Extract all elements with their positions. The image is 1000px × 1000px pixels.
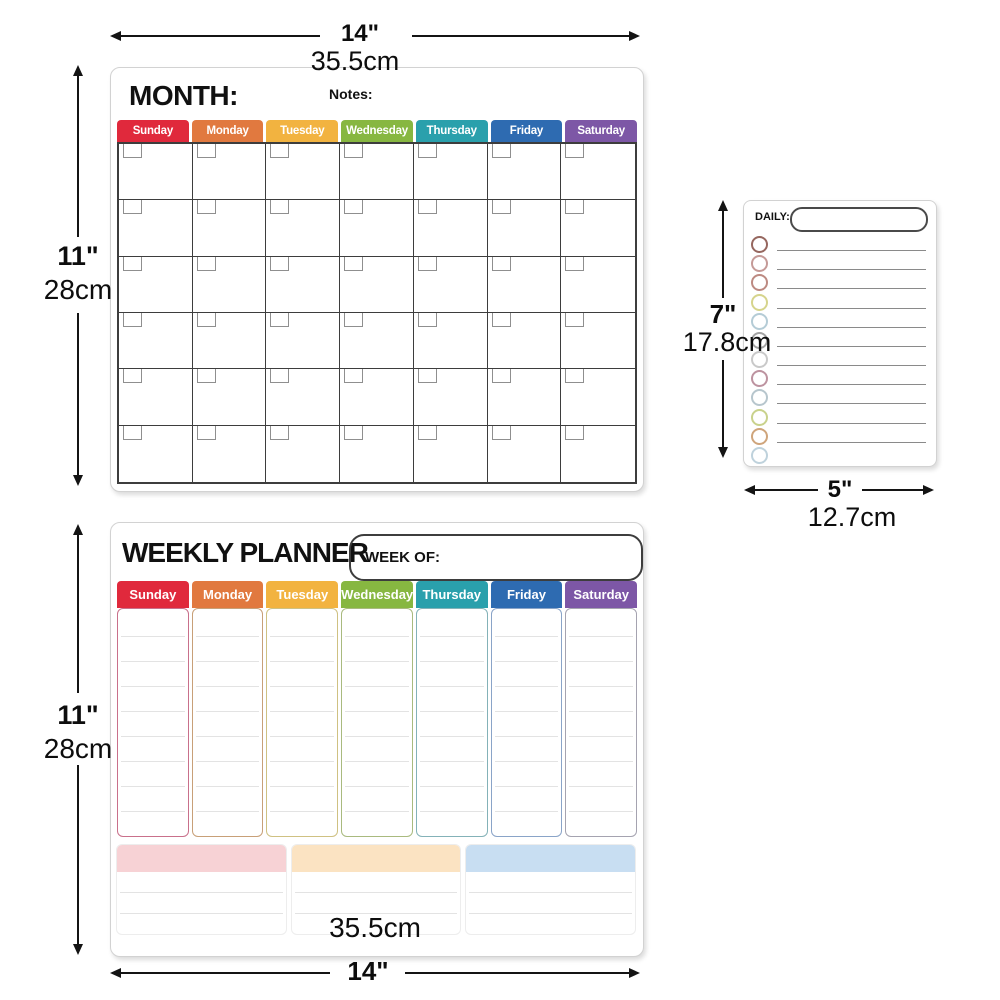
daily-title: DAILY: <box>755 211 790 223</box>
weekly-writing-line <box>345 762 409 787</box>
arrowhead-down-icon <box>73 475 83 486</box>
weekly-column <box>192 608 264 837</box>
arrowhead-right-icon <box>923 485 934 495</box>
daily-row <box>751 426 926 445</box>
arrowhead-up-icon <box>718 200 728 211</box>
weekly-board <box>110 522 644 957</box>
date-box-marker <box>197 369 216 383</box>
daily-row <box>751 272 926 291</box>
weekly-writing-line <box>569 662 633 687</box>
date-box-marker <box>344 144 363 158</box>
date-box-marker <box>123 426 142 440</box>
month-cell <box>561 426 635 482</box>
weekly-width-label-cm: 35.5cm <box>329 912 421 943</box>
weekly-writing-line <box>196 762 260 787</box>
weekly-writing-line <box>121 612 185 637</box>
day-tab-label: Saturday <box>573 587 629 602</box>
date-box-marker <box>492 426 511 440</box>
date-box-marker <box>492 369 511 383</box>
date-box-marker <box>270 144 289 158</box>
month-cell <box>340 426 414 482</box>
week-of-label: WEEK OF: <box>365 549 440 566</box>
weekly-writing-line <box>569 612 633 637</box>
weekly-writing-line <box>495 812 559 837</box>
daily-row <box>751 387 926 406</box>
daily-row <box>751 407 926 426</box>
month-cell <box>266 313 340 369</box>
weekly-writing-line <box>569 637 633 662</box>
notes-section <box>465 844 636 935</box>
month-cell <box>340 200 414 256</box>
date-box-marker <box>197 426 216 440</box>
daily-checkbox-circle <box>751 428 768 445</box>
month-cell <box>561 369 635 425</box>
month-cell <box>561 313 635 369</box>
weekly-writing-line <box>270 712 334 737</box>
month-cell <box>414 257 488 313</box>
weekly-writing-line <box>569 712 633 737</box>
month-cell <box>193 426 267 482</box>
day-tab <box>565 581 637 608</box>
month-board <box>110 67 644 492</box>
month-cell <box>340 257 414 313</box>
weekly-writing-line <box>495 687 559 712</box>
day-tab-label: Sunday <box>129 587 177 602</box>
date-box-marker <box>344 426 363 440</box>
date-box-marker <box>197 200 216 214</box>
weekly-writing-line <box>495 787 559 812</box>
month-cell <box>266 144 340 200</box>
month-title: MONTH: <box>129 80 238 111</box>
date-box-marker <box>565 200 584 214</box>
weekly-writing-line <box>569 737 633 762</box>
weekly-writing-line <box>569 787 633 812</box>
month-cell <box>488 313 562 369</box>
weekly-writing-line <box>420 612 484 637</box>
weekly-writing-line <box>196 712 260 737</box>
date-box-marker <box>197 313 216 327</box>
daily-checkbox-circle <box>751 447 768 464</box>
weekly-writing-line <box>420 662 484 687</box>
weekly-writing-line <box>270 762 334 787</box>
daily-checkbox-circle <box>751 370 768 387</box>
month-cell <box>193 313 267 369</box>
daily-checkbox-circle <box>751 274 768 291</box>
month-cell <box>119 200 193 256</box>
month-cell <box>119 144 193 200</box>
notes-section-header <box>292 845 461 872</box>
daily-writing-line <box>777 403 926 404</box>
daily-writing-line <box>777 288 926 289</box>
weekly-height-label-in: 11" <box>57 700 99 730</box>
arrowhead-up-icon <box>73 65 83 76</box>
month-cell <box>266 200 340 256</box>
month-cell <box>266 369 340 425</box>
weekly-writing-line <box>196 662 260 687</box>
date-box-marker <box>123 313 142 327</box>
weekly-column <box>416 608 488 837</box>
daily-row <box>751 368 926 387</box>
month-width-label-cm: 35.5cm <box>310 46 400 76</box>
day-tab <box>266 120 338 142</box>
weekly-writing-line <box>495 762 559 787</box>
weekly-column <box>341 608 413 837</box>
weekly-writing-line <box>270 787 334 812</box>
weekly-column <box>565 608 637 837</box>
weekly-writing-line <box>345 737 409 762</box>
notes-section <box>116 844 287 935</box>
weekly-writing-line <box>196 787 260 812</box>
weekly-writing-line <box>270 637 334 662</box>
day-tab-label: Monday <box>203 587 253 602</box>
daily-checkbox-circle <box>751 255 768 272</box>
day-tab <box>565 120 637 142</box>
daily-checkbox-circle <box>751 389 768 406</box>
date-box-marker <box>492 257 511 271</box>
weekly-column <box>266 608 338 837</box>
month-cell <box>266 257 340 313</box>
month-cell <box>119 426 193 482</box>
notes-writing-line <box>469 872 632 893</box>
weekly-writing-line <box>270 612 334 637</box>
day-tab-label: Tuesday <box>276 587 329 602</box>
daily-width-label-cm: 12.7cm <box>807 502 897 532</box>
day-tab <box>192 120 264 142</box>
date-box-marker <box>123 144 142 158</box>
date-box-marker <box>492 200 511 214</box>
day-tab-label: Friday <box>509 125 544 137</box>
month-cell <box>414 144 488 200</box>
month-cell <box>193 200 267 256</box>
weekly-writing-line <box>270 662 334 687</box>
weekly-width-label-in: 14" <box>347 956 389 986</box>
month-cell <box>488 200 562 256</box>
weekly-writing-line <box>345 612 409 637</box>
day-tab <box>341 581 413 608</box>
date-box-marker <box>418 257 437 271</box>
month-day-header-row <box>117 120 637 142</box>
day-tab <box>416 120 488 142</box>
date-box-marker <box>418 313 437 327</box>
day-tab-label: Sunday <box>132 125 174 137</box>
weekly-title: WEEKLY PLANNER <box>122 537 368 568</box>
date-box-marker <box>565 426 584 440</box>
day-tab <box>192 581 264 608</box>
weekly-writing-line <box>495 737 559 762</box>
daily-row <box>751 445 926 464</box>
weekly-writing-line <box>196 612 260 637</box>
date-box-marker <box>344 369 363 383</box>
month-cell <box>488 426 562 482</box>
weekly-writing-line <box>345 712 409 737</box>
notes-label: Notes: <box>329 86 373 102</box>
day-tab-label: Wednesday <box>341 587 413 602</box>
arrowhead-up-icon <box>73 524 83 535</box>
month-cell <box>414 200 488 256</box>
weekly-writing-line <box>196 812 260 837</box>
month-cell <box>561 144 635 200</box>
month-cell <box>193 257 267 313</box>
arrowhead-down-icon <box>73 944 83 955</box>
day-tab-label: Wednesday <box>346 125 408 137</box>
day-tab-label: Friday <box>506 587 546 602</box>
weekly-writing-line <box>345 637 409 662</box>
notes-section-header <box>117 845 286 872</box>
date-box-marker <box>123 369 142 383</box>
notes-writing-line <box>295 872 458 893</box>
daily-height-label-cm: 17.8cm <box>682 327 772 357</box>
arrowhead-down-icon <box>718 447 728 458</box>
month-cell <box>414 369 488 425</box>
daily-row <box>751 234 926 253</box>
arrowhead-left-icon <box>744 485 755 495</box>
weekly-day-header-row <box>117 581 637 608</box>
daily-writing-line <box>777 423 926 424</box>
daily-title-box <box>790 207 928 232</box>
weekly-writing-line <box>420 787 484 812</box>
month-cell <box>340 369 414 425</box>
date-box-marker <box>123 200 142 214</box>
month-cell <box>119 313 193 369</box>
daily-writing-line <box>777 308 926 309</box>
daily-checkbox-circle <box>751 409 768 426</box>
weekly-column <box>491 608 563 837</box>
weekly-writing-line <box>196 737 260 762</box>
month-cell <box>561 200 635 256</box>
month-height-label-in: 11" <box>57 241 99 271</box>
arrowhead-right-icon <box>629 968 640 978</box>
weekly-writing-line <box>196 637 260 662</box>
month-cell <box>193 369 267 425</box>
day-tab <box>491 581 563 608</box>
notes-writing-line <box>120 872 283 893</box>
weekly-writing-line <box>121 637 185 662</box>
notes-writing-line <box>469 893 632 914</box>
notes-writing-line <box>120 914 283 935</box>
weekly-writing-line <box>420 687 484 712</box>
day-tab-label: Tuesday <box>280 125 325 137</box>
day-tab <box>117 581 189 608</box>
month-cell <box>488 369 562 425</box>
weekly-writing-line <box>270 737 334 762</box>
date-box-marker <box>270 313 289 327</box>
weekly-writing-line <box>121 687 185 712</box>
weekly-writing-line <box>345 812 409 837</box>
weekly-writing-line <box>196 687 260 712</box>
weekly-writing-line <box>270 812 334 837</box>
daily-row <box>751 292 926 311</box>
date-box-marker <box>418 144 437 158</box>
notes-writing-line <box>469 914 632 935</box>
weekly-writing-line <box>420 812 484 837</box>
notes-section-header <box>466 845 635 872</box>
date-box-marker <box>418 426 437 440</box>
month-cell <box>488 257 562 313</box>
month-cell <box>561 257 635 313</box>
daily-writing-line <box>777 365 926 366</box>
weekly-writing-line <box>495 612 559 637</box>
week-of-box <box>349 534 643 581</box>
day-tab <box>491 120 563 142</box>
daily-writing-line <box>777 250 926 251</box>
weekly-writing-line <box>420 737 484 762</box>
daily-writing-line <box>777 327 926 328</box>
daily-writing-line <box>777 442 926 443</box>
weekly-writing-line <box>569 812 633 837</box>
weekly-writing-line <box>121 787 185 812</box>
daily-writing-line <box>777 384 926 385</box>
date-box-marker <box>344 257 363 271</box>
month-height-label-cm: 28cm <box>43 274 113 305</box>
weekly-writing-line <box>345 662 409 687</box>
daily-checkbox-circle <box>751 236 768 253</box>
month-cell <box>414 426 488 482</box>
weekly-writing-line <box>345 687 409 712</box>
day-tab <box>266 581 338 608</box>
weekly-writing-line <box>495 637 559 662</box>
date-box-marker <box>418 200 437 214</box>
date-box-marker <box>270 426 289 440</box>
daily-height-label-in: 7" <box>709 299 737 329</box>
arrowhead-left-icon <box>110 968 121 978</box>
month-width-label-in: 14" <box>340 20 380 47</box>
weekly-height-label-cm: 28cm <box>43 733 113 764</box>
date-box-marker <box>197 144 216 158</box>
weekly-writing-line <box>420 762 484 787</box>
weekly-writing-line <box>270 687 334 712</box>
weekly-writing-line <box>121 662 185 687</box>
month-cell <box>340 144 414 200</box>
arrowhead-left-icon <box>110 31 121 41</box>
daily-row <box>751 253 926 272</box>
date-box-marker <box>565 144 584 158</box>
date-box-marker <box>492 144 511 158</box>
month-grid <box>117 142 637 484</box>
date-box-marker <box>270 369 289 383</box>
month-cell <box>119 369 193 425</box>
arrowhead-right-icon <box>629 31 640 41</box>
day-tab-label: Thursday <box>426 125 477 137</box>
weekly-writing-line <box>345 787 409 812</box>
month-cell <box>193 144 267 200</box>
date-box-marker <box>197 257 216 271</box>
weekly-writing-line <box>569 762 633 787</box>
month-cell <box>414 313 488 369</box>
day-tab-label: Saturday <box>577 125 625 137</box>
month-cell <box>266 426 340 482</box>
month-cell <box>488 144 562 200</box>
weekly-writing-line <box>121 812 185 837</box>
day-tab-label: Monday <box>206 125 249 137</box>
weekly-writing-line <box>495 662 559 687</box>
date-box-marker <box>270 257 289 271</box>
weekly-writing-line <box>420 712 484 737</box>
day-tab-label: Thursday <box>422 587 481 602</box>
date-box-marker <box>418 369 437 383</box>
date-box-marker <box>565 313 584 327</box>
date-box-marker <box>492 313 511 327</box>
date-box-marker <box>270 200 289 214</box>
day-tab <box>117 120 189 142</box>
notes-writing-line <box>120 893 283 914</box>
month-cell <box>340 313 414 369</box>
day-tab <box>341 120 413 142</box>
day-tab <box>416 581 488 608</box>
date-box-marker <box>344 313 363 327</box>
date-box-marker <box>344 200 363 214</box>
daily-width-label-in: 5" <box>827 476 853 503</box>
daily-writing-line <box>777 269 926 270</box>
daily-writing-line <box>777 346 926 347</box>
notes-writing-line <box>295 893 458 914</box>
weekly-columns <box>117 608 637 837</box>
weekly-writing-line <box>569 687 633 712</box>
date-box-marker <box>565 257 584 271</box>
weekly-writing-line <box>420 637 484 662</box>
weekly-writing-line <box>495 712 559 737</box>
date-box-marker <box>565 369 584 383</box>
weekly-writing-line <box>121 762 185 787</box>
